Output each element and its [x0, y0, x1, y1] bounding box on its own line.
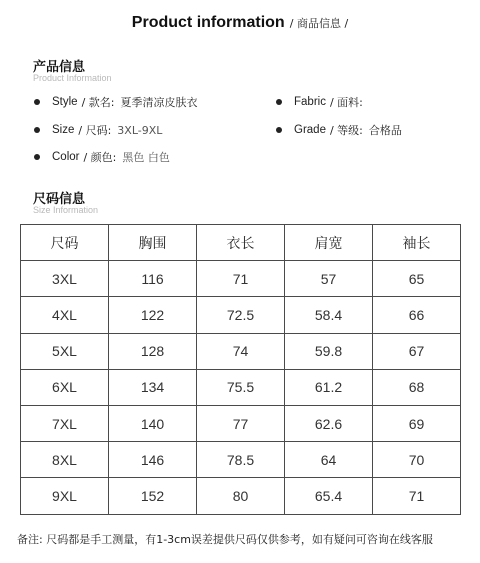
- table-cell: 152: [109, 478, 197, 514]
- info-label-en: Size: [52, 124, 75, 136]
- table-cell: 61.2: [285, 369, 373, 405]
- table-cell: 59.8: [285, 333, 373, 369]
- table-cell: 7XL: [21, 405, 109, 441]
- table-cell: 146: [109, 442, 197, 478]
- header-title: Product information: [131, 14, 285, 31]
- column-header: 袖长: [373, 225, 461, 261]
- table-cell: 74: [197, 333, 285, 369]
- table-cell: 70: [373, 442, 461, 478]
- table-header-row: [21, 225, 461, 261]
- table-cell: 5XL: [21, 333, 109, 369]
- table-cell: 116: [109, 261, 197, 297]
- footnote: 备注: 尺码都是手工测量，有1-3cm误差提供尺码仅供参考，如有疑问可咨询在线客服: [17, 533, 433, 546]
- table-row: [21, 442, 461, 478]
- table-cell: 3XL: [21, 261, 109, 297]
- table-cell: 80: [197, 478, 285, 514]
- table-cell: 62.6: [285, 405, 373, 441]
- bullet-icon: [34, 154, 40, 160]
- info-grade: [276, 122, 402, 138]
- table-cell: 71: [373, 478, 461, 514]
- size-section-title: 尺码信息: [33, 192, 86, 207]
- bullet-icon: [34, 127, 40, 133]
- info-size: [34, 122, 162, 138]
- product-section-subtitle: Product Information: [33, 73, 112, 83]
- table-cell: 68: [373, 369, 461, 405]
- table-cell: 8XL: [21, 442, 109, 478]
- table-cell: 65.4: [285, 478, 373, 514]
- info-label-cn: / 款名:: [81, 96, 115, 109]
- info-label-en: Style: [52, 96, 78, 108]
- info-value: 夏季清凉皮肤衣: [120, 96, 198, 109]
- table-row: [21, 261, 461, 297]
- column-header: 胸围: [109, 225, 197, 261]
- table-cell: 77: [197, 405, 285, 441]
- size-table: [20, 224, 461, 515]
- info-value: 合格品: [368, 124, 402, 137]
- table-cell: 65: [373, 261, 461, 297]
- info-label-en: Color: [52, 151, 80, 163]
- table-cell: 71: [197, 261, 285, 297]
- table-cell: 9XL: [21, 478, 109, 514]
- table-cell: 64: [285, 442, 373, 478]
- table-cell: 58.4: [285, 297, 373, 333]
- product-section-title: 产品信息: [33, 60, 86, 75]
- table-cell: 6XL: [21, 369, 109, 405]
- column-header: 肩宽: [285, 225, 373, 261]
- info-label-en: Fabric: [294, 96, 326, 108]
- info-label-en: Grade: [294, 124, 326, 136]
- info-fabric: [276, 94, 369, 110]
- column-header: 衣长: [197, 225, 285, 261]
- header-subtitle: / 商品信息 /: [289, 17, 349, 30]
- table-cell: 4XL: [21, 297, 109, 333]
- table-cell: 128: [109, 333, 197, 369]
- size-section-subtitle: Size Information: [33, 205, 99, 215]
- table-row: [21, 369, 461, 405]
- table-cell: 140: [109, 405, 197, 441]
- table-cell: 75.5: [197, 369, 285, 405]
- column-header: 尺码: [21, 225, 109, 261]
- table-cell: 122: [109, 297, 197, 333]
- info-label-cn: / 面料:: [329, 96, 363, 109]
- table-cell: 72.5: [197, 297, 285, 333]
- table-cell: 57: [285, 261, 373, 297]
- table-cell: 66: [373, 297, 461, 333]
- bullet-icon: [276, 127, 282, 133]
- bullet-icon: [276, 99, 282, 105]
- table-cell: 134: [109, 369, 197, 405]
- table-cell: 78.5: [197, 442, 285, 478]
- page-header: [0, 12, 480, 32]
- table-row: [21, 297, 461, 333]
- table-row: [21, 333, 461, 369]
- info-style: [34, 94, 198, 110]
- table-cell: 69: [373, 405, 461, 441]
- info-value: 3XL-9XL: [117, 123, 163, 137]
- info-color: [34, 149, 170, 165]
- info-label-cn: / 等级:: [329, 124, 363, 137]
- bullet-icon: [34, 99, 40, 105]
- table-row: [21, 405, 461, 441]
- table-cell: 67: [373, 333, 461, 369]
- table-row: [21, 478, 461, 514]
- info-label-cn: / 尺码:: [78, 124, 112, 137]
- info-value: 黑色 白色: [122, 151, 170, 164]
- info-label-cn: / 颜色:: [83, 151, 117, 164]
